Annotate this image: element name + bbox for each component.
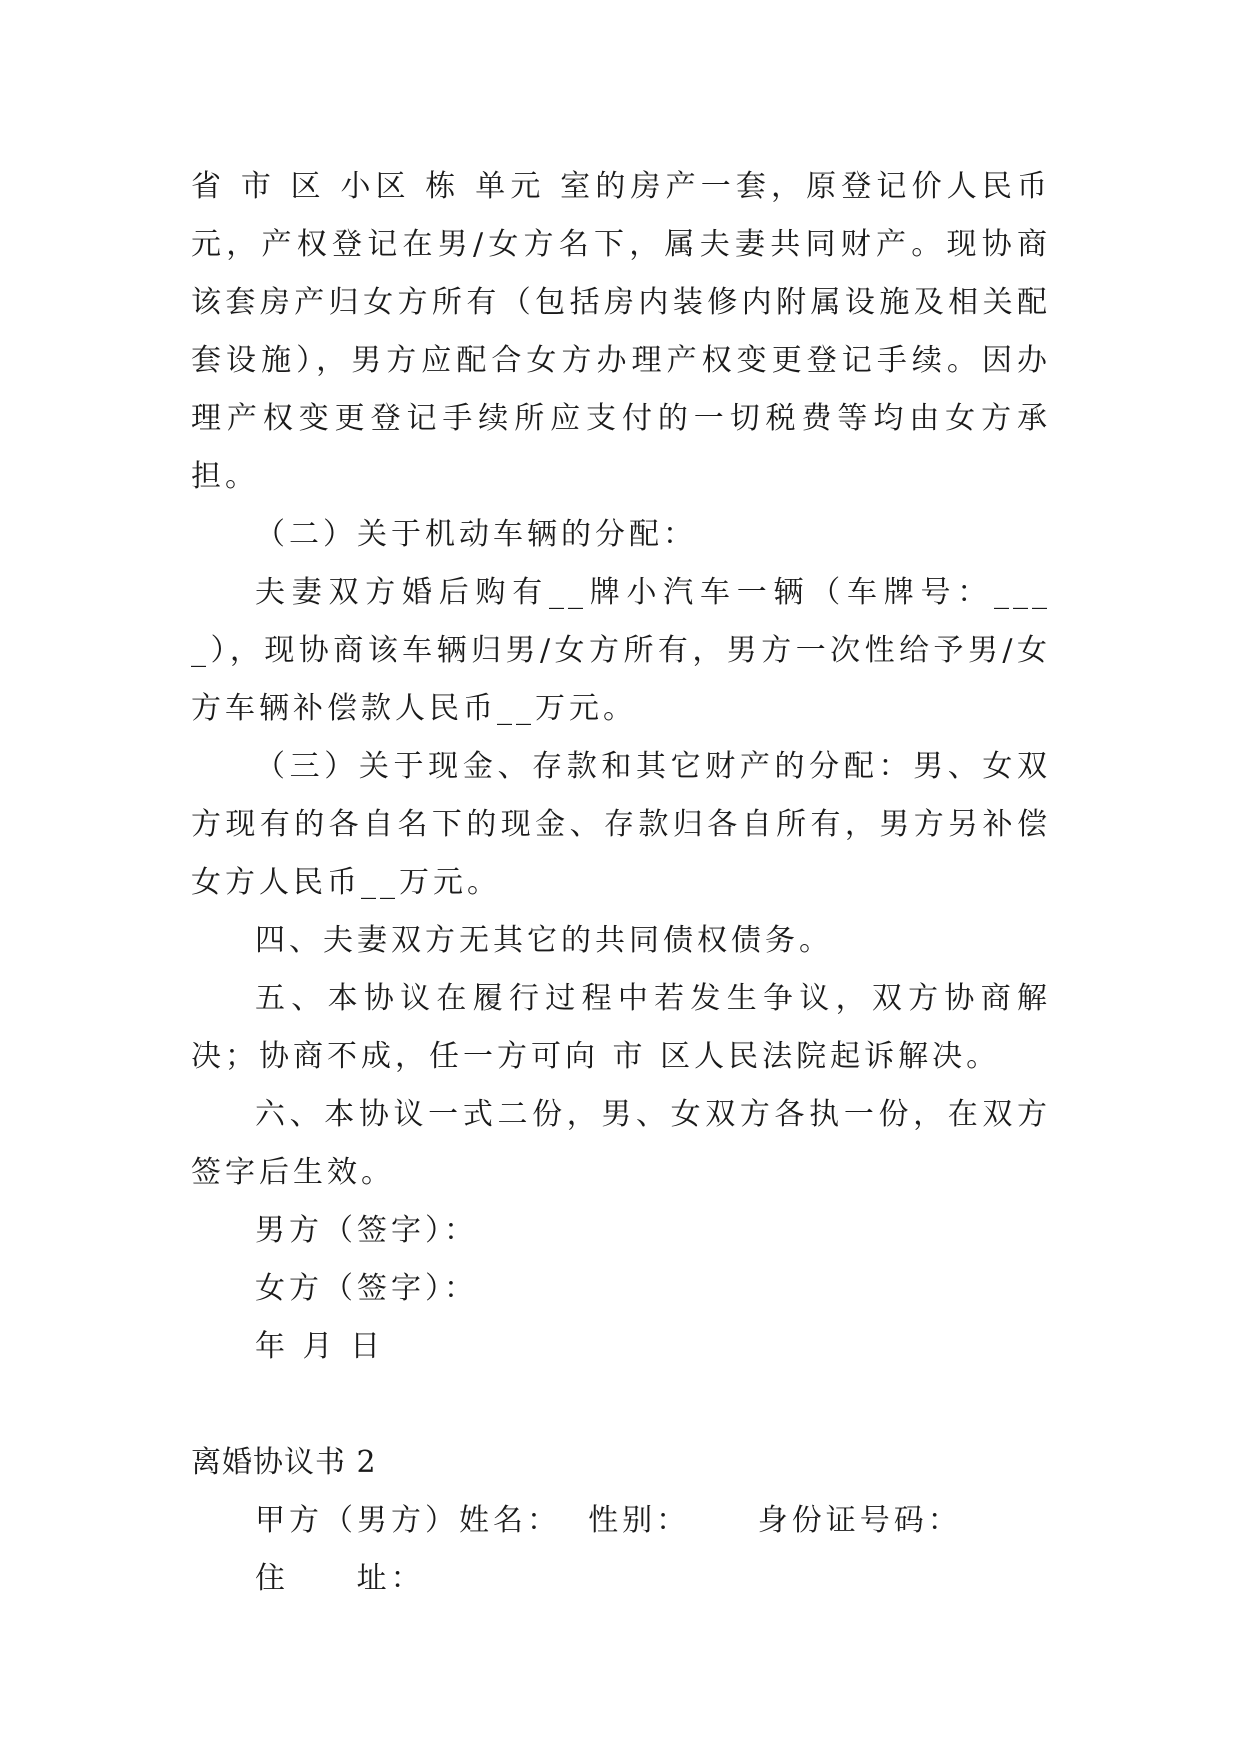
female-signature-line: 女方（签字）： [255,1271,478,1306]
vehicle-heading: （二）关于机动车辆的分配： [255,517,697,552]
male-signature-line: 男方（签字）： [255,1213,478,1248]
agreement-2-title: 离婚协议书 2 [191,1445,377,1480]
date-line: 年 月 日 [255,1329,385,1364]
cash-deposit-paragraph: （三）关于现金、存款和其它财产的分配：男、女双方现有的各自名下的现金、存款归各自所有，男方另补偿女方人民币__万元。 [191,749,1051,900]
clause-five: 五、本协议在履行过程中若发生争议，双方协商解决；协商不成，任一方可向 市 区人民法院起诉解决。 [191,981,1051,1074]
property-house-paragraph: 省 市 区 小区 栋 单元 室的房产一套，原登记价人民币 元，产权登记在男/女方名下，属夫妻共同财产。现协商该套房产归女方所有（包括房内装修内附属设施及相关配套设施），男方应配合女方办理产权变更登记手续。因办理产权变更登记手续所应支付的一切税费等均由女方承担。 [191,169,1051,494]
clause-six: 六、本协议一式二份，男、女双方各执一份，在双方签字后生效。 [191,1097,1051,1190]
section-gap [191,1376,1051,1434]
vehicle-paragraph: 夫妻双方婚后购有__牌小汽车一辆（车牌号：____），现协商该车辆归男/女方所有，男方一次性给予男/女方车辆补偿款人民币__万元。 [191,575,1051,726]
clause-four: 四、夫妻双方无其它的共同债权债务。 [255,923,833,958]
address-line: 住 址： [255,1561,425,1596]
party-a-info-line: 甲方（男方）姓名： 性别： 身份证号码： [255,1503,962,1538]
document-body [191,158,1051,1608]
